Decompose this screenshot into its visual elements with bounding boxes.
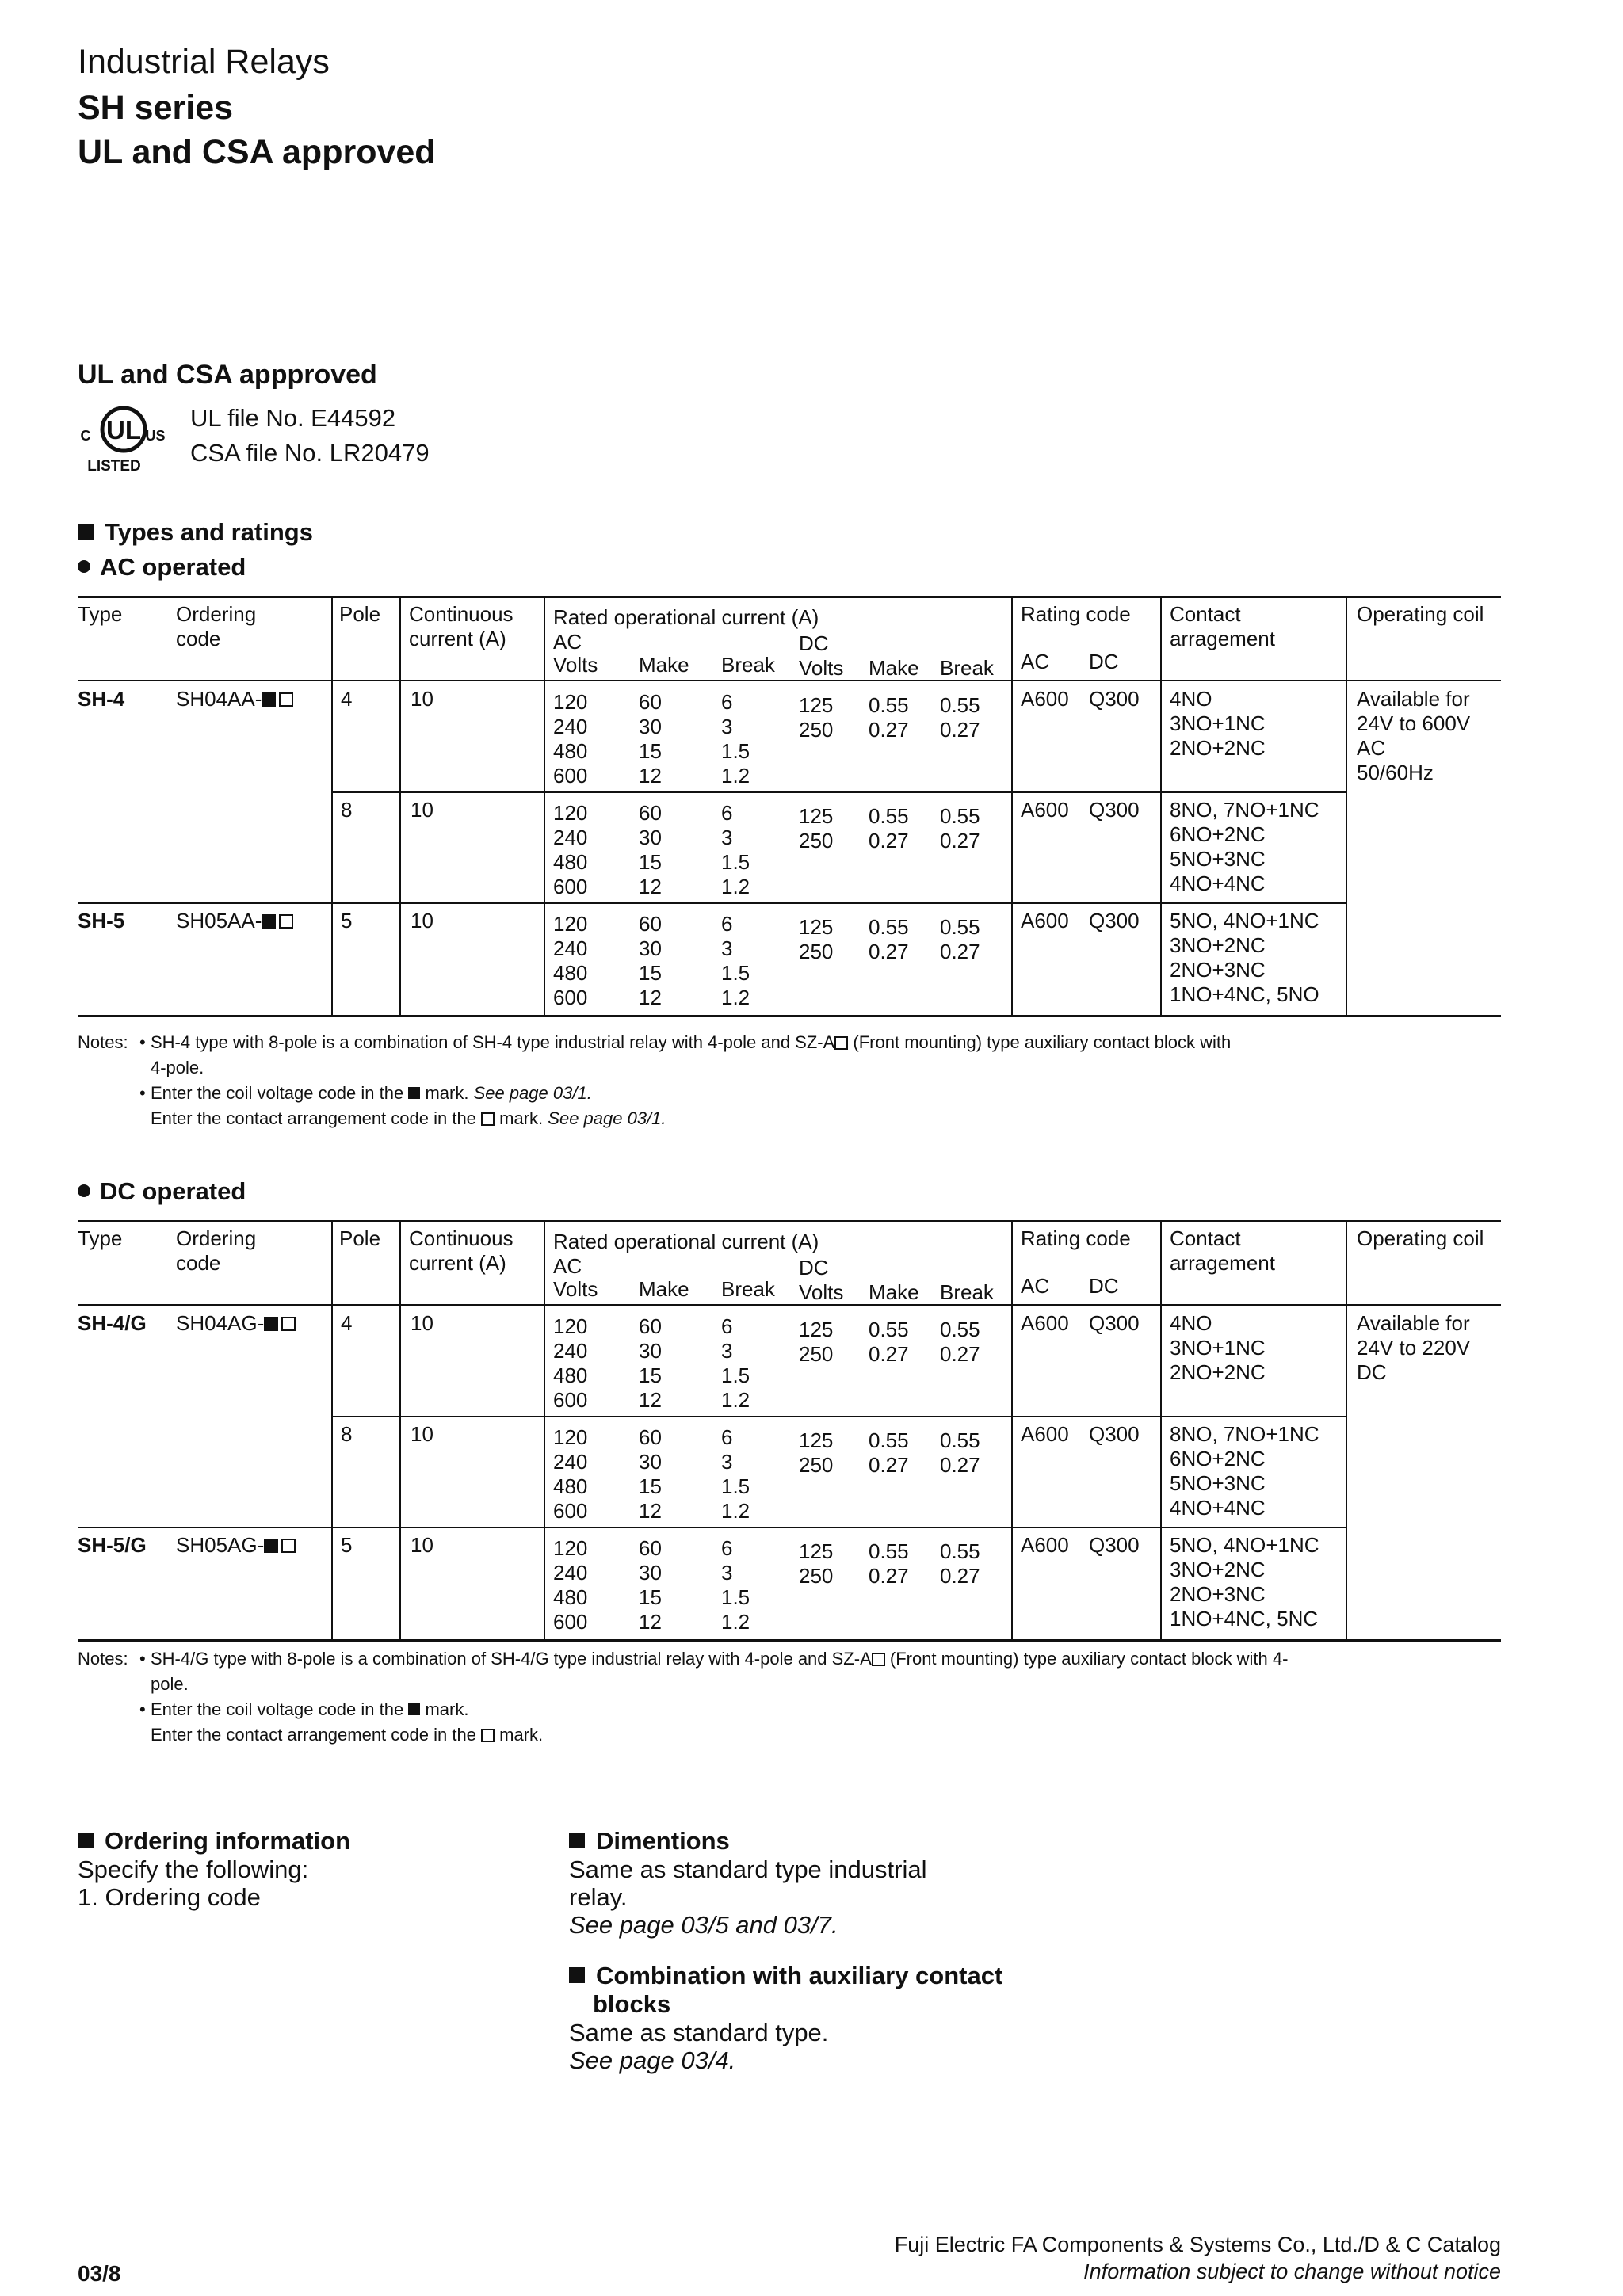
row-ac-break: 3 — [721, 826, 733, 849]
dc-operated-table — [78, 1220, 1501, 1642]
table-row-divider — [331, 1416, 1346, 1417]
row-ac-volts: 480 — [553, 739, 588, 763]
row-continuous-current: 10 — [411, 1311, 433, 1335]
row-rating-code-ac: A600 — [1021, 1533, 1069, 1557]
row-dc-break: 0.27 — [940, 1453, 980, 1477]
note-text: 4-pole. — [151, 1058, 204, 1077]
row-dc-break: 0.55 — [940, 915, 980, 939]
row-dc-volts: 125 — [799, 1428, 834, 1452]
header-volts: Volts — [553, 1277, 598, 1301]
row-ac-break: 3 — [721, 936, 733, 960]
row-ac-make: 15 — [639, 961, 662, 985]
row-contact-arrangement: 2NO+2NC — [1170, 1360, 1266, 1384]
table-column-divider — [1346, 1220, 1347, 1639]
notes-label: Notes: — [78, 1032, 128, 1052]
ac-table-notes: Notes: • SH-4 type with 8-pole is a combination of SH-4 type industrial relay with 4-pole and SZ-A (Front mounting) type auxiliary contact block with 4-pole. • Enter the coil voltage code in the mark. See page 03/1. Enter the contact arrangement code in the mark. See page 03/1. — [78, 1030, 1504, 1131]
page-number: 03/8 — [78, 2261, 121, 2286]
combination-text: Same as standard type. — [569, 2019, 829, 2046]
row-ac-volts: 600 — [553, 1388, 588, 1412]
combination-page-ref: See page 03/4. — [569, 2046, 736, 2074]
row-dc-break: 0.27 — [940, 829, 980, 852]
row-dc-break: 0.55 — [940, 693, 980, 717]
note-text: SH-4/G type with 8-pole is a combination of SH-4/G type industrial relay with 4-pole and SZ-A (Front mounting) type auxiliary contact block with 4- — [151, 1649, 1289, 1669]
row-continuous-current: 10 — [411, 687, 433, 711]
row-contact-arrangement: 1NO+4NC, 5NO — [1170, 982, 1319, 1006]
row-ac-make: 12 — [639, 1610, 662, 1634]
page-title-series: SH series — [78, 89, 234, 127]
row-contact-arrangement: 5NO+3NC — [1170, 1471, 1266, 1495]
header-make: Make — [639, 1277, 689, 1301]
row-ac-break: 1.5 — [721, 1363, 750, 1387]
header-rating-code: Rating code — [1021, 602, 1131, 626]
row-contact-arrangement: 2NO+3NC — [1170, 958, 1266, 982]
row-ac-break: 1.2 — [721, 1499, 750, 1523]
row-pole: 8 — [341, 798, 353, 822]
row-ac-break: 1.5 — [721, 1474, 750, 1498]
row-contact-arrangement: 8NO, 7NO+1NC — [1170, 798, 1319, 822]
header-volts: Volts — [799, 656, 844, 680]
header-pole: Pole — [339, 602, 381, 626]
row-ac-make: 12 — [639, 986, 662, 1009]
header-make: Make — [869, 656, 919, 680]
row-ac-volts: 600 — [553, 1610, 588, 1634]
row-ac-break: 1.2 — [721, 1388, 750, 1412]
ul-file-number: UL file No. E44592 — [190, 404, 396, 432]
row-ordering-code: SH05AG- — [176, 1533, 296, 1558]
notes-label: Notes: — [78, 1649, 128, 1669]
row-dc-break: 0.55 — [940, 1318, 980, 1341]
table-column-divider — [1346, 596, 1347, 1015]
table-header-rule — [78, 680, 1501, 681]
row-ac-break: 1.2 — [721, 764, 750, 788]
row-continuous-current: 10 — [411, 1533, 433, 1557]
logo-c-text: C — [80, 428, 91, 444]
row-dc-make: 0.55 — [869, 1318, 909, 1341]
row-dc-break: 0.55 — [940, 804, 980, 828]
row-contact-arrangement: 3NO+2NC — [1170, 1558, 1266, 1581]
row-ac-make: 12 — [639, 1499, 662, 1523]
row-pole: 5 — [341, 909, 353, 933]
row-ac-volts: 480 — [553, 850, 588, 874]
row-rating-code-ac: A600 — [1021, 798, 1069, 822]
row-continuous-current: 10 — [411, 909, 433, 933]
row-ac-break: 1.5 — [721, 961, 750, 985]
approval-heading: UL and CSA appproved — [78, 360, 377, 390]
header-rating-code-ac: AC — [1021, 650, 1050, 673]
header-continuous-current: Continuous — [409, 602, 514, 626]
dimentions-text: relay. — [569, 1883, 628, 1911]
filled-square-icon — [264, 1317, 278, 1331]
hollow-square-icon — [481, 1729, 495, 1742]
table-top-rule — [78, 596, 1501, 598]
table-header-rule — [78, 1304, 1501, 1306]
row-ac-break: 6 — [721, 912, 733, 936]
row-contact-arrangement: 2NO+3NC — [1170, 1582, 1266, 1606]
filled-square-icon — [262, 692, 276, 707]
row-ac-make: 15 — [639, 1363, 662, 1387]
header-ac: AC — [553, 630, 582, 654]
row-dc-volts: 250 — [799, 829, 834, 852]
table-column-divider — [1160, 596, 1162, 1015]
header-break: Break — [940, 1280, 994, 1304]
row-type: SH-4/G — [78, 1311, 147, 1335]
table-column-divider — [1011, 596, 1013, 1015]
row-ac-make: 30 — [639, 715, 662, 738]
header-operating-coil: Operating coil — [1357, 1226, 1484, 1250]
header-rating-code-ac: AC — [1021, 1274, 1050, 1298]
table-column-divider — [544, 1220, 545, 1639]
row-contact-arrangement: 4NO — [1170, 687, 1212, 711]
row-ac-volts: 480 — [553, 961, 588, 985]
row-dc-volts: 250 — [799, 940, 834, 963]
header-ac: AC — [553, 1254, 582, 1278]
row-dc-make: 0.55 — [869, 915, 909, 939]
row-ac-break: 6 — [721, 1425, 733, 1449]
combination-heading: Combination with auxiliary contact — [569, 1962, 1002, 1990]
row-dc-volts: 125 — [799, 1318, 834, 1341]
row-dc-make: 0.27 — [869, 718, 909, 742]
hollow-square-icon — [481, 1112, 495, 1126]
row-contact-arrangement: 5NO, 4NO+1NC — [1170, 1533, 1319, 1557]
row-ac-break: 6 — [721, 690, 733, 714]
bullet-dot-icon — [78, 1184, 90, 1197]
row-continuous-current: 10 — [411, 798, 433, 822]
row-ac-make: 12 — [639, 1388, 662, 1412]
table-bottom-rule — [78, 1015, 1501, 1017]
row-ac-make: 30 — [639, 1450, 662, 1474]
row-contact-arrangement: 3NO+1NC — [1170, 1336, 1266, 1360]
row-dc-make: 0.55 — [869, 693, 909, 717]
row-ac-make: 60 — [639, 801, 662, 825]
row-ac-volts: 240 — [553, 1561, 588, 1585]
row-ac-volts: 600 — [553, 986, 588, 1009]
dimentions-section — [569, 1827, 926, 1939]
table-row-divider — [78, 902, 1346, 904]
filled-square-icon — [262, 914, 276, 929]
row-ac-make: 12 — [639, 875, 662, 898]
logo-listed-text: LISTED — [87, 458, 141, 475]
dc-operated-heading: DC operated — [78, 1177, 246, 1206]
row-contact-arrangement: 4NO — [1170, 1311, 1212, 1335]
logo-ul-text: UL — [106, 415, 141, 444]
row-dc-make: 0.27 — [869, 829, 909, 852]
row-contact-arrangement: 4NO+4NC — [1170, 871, 1266, 895]
footer-company: Fuji Electric FA Components & Systems Co., Ltd./D & C Catalog — [894, 2233, 1501, 2256]
row-dc-make: 0.55 — [869, 1428, 909, 1452]
row-pole: 4 — [341, 687, 353, 711]
row-ac-break: 1.2 — [721, 875, 750, 898]
row-ac-make: 15 — [639, 1474, 662, 1498]
header-make: Make — [869, 1280, 919, 1304]
header-rated-current: Rated operational current (A) — [553, 1230, 819, 1253]
note-text: Enter the contact arrangement code in the mark. — [151, 1725, 544, 1745]
row-rating-code-dc: Q300 — [1089, 909, 1140, 933]
row-ac-volts: 120 — [553, 912, 588, 936]
table-top-rule — [78, 1220, 1501, 1222]
header-continuous-current: Continuous — [409, 1226, 514, 1250]
row-type: SH-4 — [78, 687, 125, 711]
row-dc-make: 0.55 — [869, 804, 909, 828]
row-ac-make: 60 — [639, 690, 662, 714]
operating-coil-text: 24V to 600V — [1357, 711, 1471, 735]
operating-coil-text: Available for — [1357, 1311, 1470, 1335]
csa-file-number: CSA file No. LR20479 — [190, 439, 430, 467]
dc-table-notes: Notes: • SH-4/G type with 8-pole is a combination of SH-4/G type industrial relay with 4-pole and SZ-A (Front mounting) type auxiliary contact block with 4- pole. • Enter the coil voltage code in the mark. Enter the contact arrangement code in the mark. — [78, 1646, 1504, 1748]
header-pole: Pole — [339, 1226, 381, 1250]
filled-square-icon — [264, 1539, 278, 1553]
row-type: SH-5/G — [78, 1533, 147, 1557]
row-ac-break: 1.2 — [721, 986, 750, 1009]
row-ac-volts: 600 — [553, 875, 588, 898]
hollow-square-icon — [834, 1036, 848, 1050]
ordering-heading: Ordering information — [78, 1827, 350, 1855]
row-dc-volts: 125 — [799, 693, 834, 717]
ordering-text: Specify the following: — [78, 1855, 309, 1883]
dimentions-page-ref: See page 03/5 and 03/7. — [569, 1911, 838, 1939]
table-column-divider — [331, 596, 333, 1015]
row-ac-volts: 480 — [553, 1474, 588, 1498]
note-text: pole. — [151, 1674, 189, 1694]
row-ac-break: 1.5 — [721, 739, 750, 763]
table-column-divider — [1160, 1220, 1162, 1639]
note-text: Enter the coil voltage code in the mark. — [151, 1699, 469, 1719]
header-rating-code: Rating code — [1021, 1226, 1131, 1250]
types-heading: Types and ratings — [78, 518, 313, 547]
row-ac-make: 12 — [639, 764, 662, 788]
note-text: Enter the contact arrangement code in the mark. See page 03/1. — [151, 1108, 666, 1128]
operating-coil-text: AC — [1357, 736, 1386, 760]
hollow-square-icon — [279, 692, 293, 707]
row-contact-arrangement: 4NO+4NC — [1170, 1496, 1266, 1520]
bullet-square-icon — [78, 524, 94, 540]
row-dc-volts: 250 — [799, 1342, 834, 1366]
row-dc-make: 0.55 — [869, 1539, 909, 1563]
row-dc-make: 0.27 — [869, 1342, 909, 1366]
row-contact-arrangement: 5NO+3NC — [1170, 847, 1266, 871]
row-contact-arrangement: 2NO+2NC — [1170, 736, 1266, 760]
row-dc-break: 0.55 — [940, 1539, 980, 1563]
header-continuous-current: current (A) — [409, 1251, 506, 1275]
table-column-divider — [399, 1220, 401, 1639]
header-break: Break — [940, 656, 994, 680]
header-volts: Volts — [799, 1280, 844, 1304]
row-contact-arrangement: 1NO+4NC, 5NC — [1170, 1607, 1319, 1630]
row-contact-arrangement: 6NO+2NC — [1170, 822, 1266, 846]
row-rating-code-ac: A600 — [1021, 1311, 1069, 1335]
header-contact-arrangement: Contact — [1170, 602, 1241, 626]
bullet-square-icon — [569, 1967, 585, 1983]
header-contact-arrangement: arragement — [1170, 1251, 1275, 1275]
row-ac-break: 3 — [721, 715, 733, 738]
row-dc-break: 0.27 — [940, 940, 980, 963]
header-break: Break — [721, 653, 775, 677]
row-ac-volts: 240 — [553, 936, 588, 960]
row-ac-make: 30 — [639, 936, 662, 960]
header-rating-code-dc: DC — [1089, 650, 1119, 673]
bullet-square-icon — [78, 1833, 94, 1848]
header-ordering-code: Ordering — [176, 1226, 257, 1250]
row-ac-volts: 120 — [553, 1536, 588, 1560]
table-row-divider — [331, 791, 1346, 793]
row-ac-volts: 480 — [553, 1363, 588, 1387]
table-column-divider — [331, 1220, 333, 1639]
row-rating-code-dc: Q300 — [1089, 1311, 1140, 1335]
row-contact-arrangement: 5NO, 4NO+1NC — [1170, 909, 1319, 933]
header-volts: Volts — [553, 653, 598, 677]
combination-section — [569, 1962, 1002, 2074]
operating-coil-text: 50/60Hz — [1357, 761, 1434, 784]
row-ac-volts: 240 — [553, 826, 588, 849]
row-dc-make: 0.27 — [869, 1564, 909, 1588]
note-text: SH-4 type with 8-pole is a combination of SH-4 type industrial relay with 4-pole and SZ-A (Front mounting) type auxiliary contact block with — [151, 1032, 1232, 1052]
row-ac-make: 15 — [639, 850, 662, 874]
header-rating-code-dc: DC — [1089, 1274, 1119, 1298]
bullet-square-icon — [569, 1833, 585, 1848]
table-column-divider — [1011, 1220, 1013, 1639]
table-column-divider — [399, 596, 401, 1015]
header-ordering-code: code — [176, 627, 221, 650]
row-ac-break: 1.2 — [721, 1610, 750, 1634]
header-operating-coil: Operating coil — [1357, 602, 1484, 626]
row-dc-volts: 125 — [799, 915, 834, 939]
row-rating-code-dc: Q300 — [1089, 687, 1140, 711]
row-dc-volts: 125 — [799, 1539, 834, 1563]
row-ac-volts: 240 — [553, 715, 588, 738]
row-dc-break: 0.55 — [940, 1428, 980, 1452]
header-ordering-code: code — [176, 1251, 221, 1275]
row-rating-code-dc: Q300 — [1089, 1533, 1140, 1557]
row-ac-volts: 600 — [553, 1499, 588, 1523]
header-dc: DC — [799, 631, 829, 655]
row-dc-volts: 125 — [799, 804, 834, 828]
row-dc-make: 0.27 — [869, 940, 909, 963]
row-type: SH-5 — [78, 909, 125, 933]
header-type: Type — [78, 1226, 123, 1250]
row-ac-make: 30 — [639, 1561, 662, 1585]
row-ac-break: 3 — [721, 1561, 733, 1585]
row-ac-volts: 600 — [553, 764, 588, 788]
header-dc: DC — [799, 1256, 829, 1280]
row-dc-volts: 250 — [799, 1453, 834, 1477]
row-ac-break: 3 — [721, 1450, 733, 1474]
header-ordering-code: Ordering — [176, 602, 257, 626]
row-contact-arrangement: 3NO+1NC — [1170, 711, 1266, 735]
row-pole: 5 — [341, 1533, 353, 1557]
hollow-square-icon — [281, 1539, 296, 1553]
row-ordering-code: SH04AA- — [176, 687, 293, 711]
row-ac-volts: 240 — [553, 1450, 588, 1474]
row-ac-break: 1.5 — [721, 1585, 750, 1609]
row-ac-volts: 240 — [553, 1339, 588, 1363]
row-dc-break: 0.27 — [940, 718, 980, 742]
operating-coil-text: DC — [1357, 1360, 1387, 1384]
row-ac-break: 1.5 — [721, 850, 750, 874]
row-pole: 4 — [341, 1311, 353, 1335]
row-dc-break: 0.27 — [940, 1342, 980, 1366]
ac-operated-table — [78, 596, 1501, 1017]
row-ac-make: 15 — [639, 1585, 662, 1609]
row-dc-break: 0.27 — [940, 1564, 980, 1588]
logo-us-text: US — [145, 428, 166, 444]
operating-coil-text: Available for — [1357, 687, 1470, 711]
row-contact-arrangement: 3NO+2NC — [1170, 933, 1266, 957]
header-make: Make — [639, 653, 689, 677]
row-ac-break: 6 — [721, 1536, 733, 1560]
row-contact-arrangement: 6NO+2NC — [1170, 1447, 1266, 1470]
hollow-square-icon — [281, 1317, 296, 1331]
row-ac-make: 60 — [639, 1536, 662, 1560]
table-column-divider — [544, 596, 545, 1015]
row-dc-volts: 250 — [799, 1564, 834, 1588]
row-rating-code-dc: Q300 — [1089, 798, 1140, 822]
ul-logo-icon — [76, 404, 171, 477]
table-bottom-rule — [78, 1639, 1501, 1642]
hollow-square-icon — [279, 914, 293, 929]
row-ac-volts: 120 — [553, 801, 588, 825]
row-continuous-current: 10 — [411, 1422, 433, 1446]
header-type: Type — [78, 602, 123, 626]
footer-notice: Information subject to change without notice — [1083, 2260, 1501, 2283]
bullet-dot-icon — [78, 560, 90, 573]
header-continuous-current: current (A) — [409, 627, 506, 650]
row-ordering-code: SH05AA- — [176, 909, 293, 933]
ul-listed-logo — [76, 404, 171, 477]
header-break: Break — [721, 1277, 775, 1301]
row-ac-make: 60 — [639, 1425, 662, 1449]
ordering-text: 1. Ordering code — [78, 1883, 261, 1911]
row-ac-make: 60 — [639, 1314, 662, 1338]
header-contact-arrangement: arragement — [1170, 627, 1275, 650]
ordering-information-section — [78, 1827, 350, 1911]
row-ac-volts: 120 — [553, 1425, 588, 1449]
row-ac-make: 15 — [639, 739, 662, 763]
row-ac-volts: 480 — [553, 1585, 588, 1609]
row-contact-arrangement: 8NO, 7NO+1NC — [1170, 1422, 1319, 1446]
table-row-divider — [78, 1527, 1346, 1528]
row-ac-make: 30 — [639, 826, 662, 849]
row-rating-code-dc: Q300 — [1089, 1422, 1140, 1446]
combination-heading-cont: blocks — [593, 1990, 671, 2018]
row-pole: 8 — [341, 1422, 353, 1446]
row-ac-break: 6 — [721, 1314, 733, 1338]
filled-square-icon — [408, 1087, 420, 1099]
row-ac-volts: 120 — [553, 1314, 588, 1338]
row-ordering-code: SH04AG- — [176, 1311, 296, 1336]
row-rating-code-ac: A600 — [1021, 1422, 1069, 1446]
row-ac-volts: 120 — [553, 690, 588, 714]
operating-coil-text: 24V to 220V — [1357, 1336, 1471, 1360]
row-rating-code-ac: A600 — [1021, 909, 1069, 933]
hollow-square-icon — [872, 1653, 885, 1666]
row-ac-break: 6 — [721, 801, 733, 825]
page-title-approval: UL and CSA approved — [78, 133, 436, 171]
row-ac-break: 3 — [721, 1339, 733, 1363]
dimentions-text: Same as standard type industrial — [569, 1855, 927, 1883]
note-text: Enter the coil voltage code in the mark. See page 03/1. — [151, 1083, 592, 1103]
row-rating-code-ac: A600 — [1021, 687, 1069, 711]
filled-square-icon — [408, 1703, 420, 1715]
row-dc-volts: 250 — [799, 718, 834, 742]
header-rated-current: Rated operational current (A) — [553, 605, 819, 629]
page-title-category: Industrial Relays — [78, 43, 330, 81]
row-dc-make: 0.27 — [869, 1453, 909, 1477]
header-contact-arrangement: Contact — [1170, 1226, 1241, 1250]
dimentions-heading: Dimentions — [569, 1827, 926, 1855]
row-ac-make: 60 — [639, 912, 662, 936]
row-ac-make: 30 — [639, 1339, 662, 1363]
ac-operated-heading: AC operated — [78, 553, 246, 582]
